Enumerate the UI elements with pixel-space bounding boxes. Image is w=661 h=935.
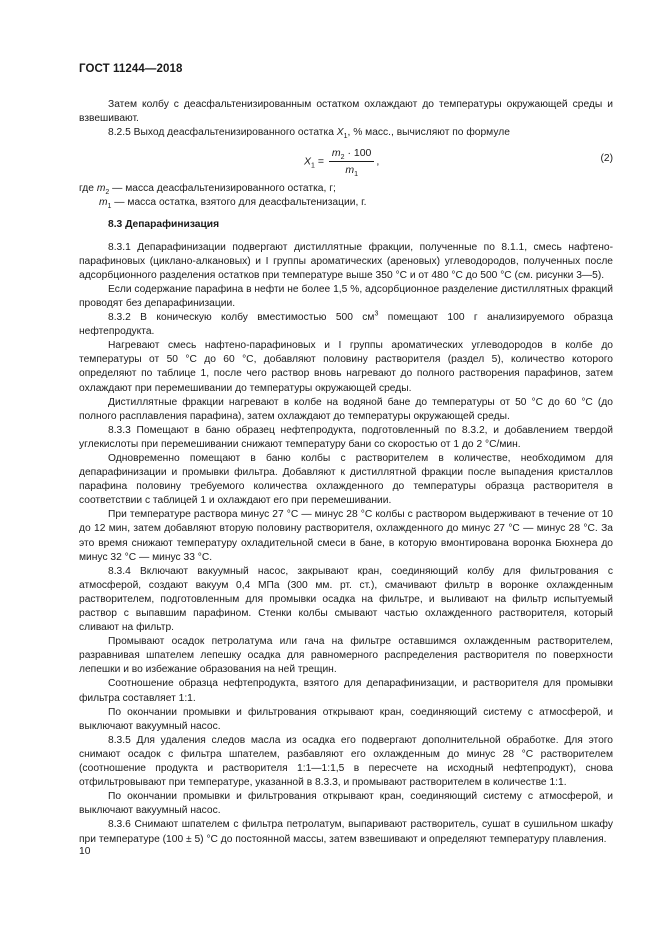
document-body (79, 98, 613, 847)
paragraph-distillate-heating: Дистиллятные фракции нагревают в колбе на водяной бане до температуры от 50 °С до 60 °С (до полного расплавления парафина), затем охлаждают до температуры окружающей среды. (79, 396, 613, 422)
paragraph-washing: Промывают осадок петролатума или гача на фильтре оставшимся охлажденным растворителем, разравнивая шпателем лепешку осадка для равномерного распределения растворителя по поверхности лепешки и во избежание образования на ней трещин. (79, 636, 613, 676)
formula-2 (79, 142, 613, 178)
paragraph-cooling: Затем колбу с деасфальтенизированным остатком охлаждают до температуры окружающей среды и взвешивают. (79, 99, 613, 125)
formula-number: (2) (600, 153, 613, 165)
paragraph-completion-2: По окончании промывки и фильтрования открывают кран, соединяющий систему с атмосферой, и выключают вакуумный насос. (79, 791, 613, 817)
paragraph-8-2-5: 8.2.5 Выход деасфальтенизированного остатка $X_1$, % масс., вычисляют по формуле (108, 127, 510, 141)
paragraph-paraffin-content: Если содержание парафина в нефти не более 1,5 %, адсорбционное разделение дистиллятных фракций проводят без депарафинизации. (79, 283, 613, 309)
paragraph-ratio: Соотношение образца нефтепродукта, взятого для депарафинизации, и растворителя для промывки фильтра составляет 1:1. (79, 678, 613, 704)
paragraph-8-3-3: 8.3.3 Помещают в баню образец нефтепродукта, подготовленный по 8.3.2, и добавлением твердой углекислоты при перемешивании снижают температуру бани со скоростью от 1 до 2 °С/мин. (79, 424, 613, 450)
section-title: 8.3 Депарафинизация (108, 219, 220, 231)
fraction-numerator: $m_2 \cdot 100$ (329, 146, 375, 162)
paragraph-8-3-4: 8.3.4 Включают вакуумный насос, закрывают кран, соединяющий колбу для фильтрования с атмосферой, создают вакуум 0,4 МПа (300 мм. рт. ст.), смачивают фильтр в воронке охлажденным растворителем, подготовленным для промывки осадка на фильтре, и выливают на фильтр испытуемый раствор с выпавшим парафином. Стенки колбы смывают частью охлажденного растворителя, который сливают на фильтр. (79, 565, 613, 634)
paragraph-temperature-hold: При температуре раствора минус 27 °С — минус 28 °С колбы с раствором выдерживают в течение от 10 до 12 мин, затем добавляют вторую половину растворителя, охлажденного до минус 27 °С — минус 28 °С. За это время снижают температуру охладительной смеси в бане, в которую вмонтирована воронка Бюхнера до минус 32 °С — минус 33 °С. (79, 509, 613, 563)
page-number: 10 (79, 846, 91, 857)
paragraph-simultaneous: Одновременно помещают в баню колбы с растворителем в количестве, необходимом для депарафинизации и промывки фильтра. Добавляют к дистиллятной фракции после выпадения кристаллов парафина половину требуемого количества охлажденного до температуры образца растворителя в соответствии с таблицей 1 и охлаждают его при перемешивании. (79, 452, 613, 507)
document-header: ГОСТ 11244—2018 (79, 63, 183, 75)
formula-expression: $X_1$ = $\frac{m_2 \cdot 100}{m_1}$ , (304, 147, 380, 179)
definition-m1: $m_1$ — масса остатка, взятого для деасфальтенизации, г. (99, 197, 367, 211)
paragraph-8-3-2: 8.3.2 В коническую колбу вместимостью 500 $см^3$ помещают 100 г анализируемого образца нефтепродукта. (79, 310, 613, 338)
paragraph-8-3-5: 8.3.5 Для удаления следов масла из осадка его подвергают дополнительной обработке. Для этого снимают осадок с фильтра шпателем, разбавляют его охлажденным до минус 28 °С растворителем (соотношение продукта и растворителя 1:1—1:1,5 в пересчете на исходный нефтепродукт), снова отфильтровывают при температуре, указанной в 8.3.3, и промывают растворителем в количестве 1:1. (79, 734, 613, 789)
paragraph-8-3-6: 8.3.6 Снимают шпателем с фильтра петролатум, выпаривают растворитель, сушат в сушильном шкафу при температуре (100 ± 5) °С до постоянной массы, затем взвешивают и определяют температуру плавления. (79, 819, 613, 845)
fraction-denominator: $m_1$ (345, 164, 358, 179)
paragraph-completion-1: По окончании промывки и фильтрования открывают кран, соединяющий систему с атмосферой, и выключают вакуумный насос. (79, 706, 613, 732)
definition-m2: где $m_2$ — масса деасфальтенизированного остатка, г; (79, 183, 336, 197)
formula-fraction (329, 146, 375, 177)
paragraph-heating-mixture: Нагревают смесь нафтено-парафиновых и I группы ароматических углеводородов в колбе до температуры от 50 °С до 60 °С, добавляют половину растворителя (раздел 5), количество которого определяют по таблице 1, после чего раствор вновь нагревают до полного растворения парафинов, затем охлаждают при перемешивании до температуры окружающей среды. (79, 340, 613, 394)
paragraph-8-3-1: 8.3.1 Депарафинизации подвергают дистиллятные фракции, полученные по 8.1.1, смесь нафтено-парафиновых (циклано-алкановых) и I группы ароматических (ареновых) углеводородов, полученных после адсорбционного разделения остатков при температуре выше 350 °С и от 480 °С до 500 °С (см. рисунки 3—5). (79, 241, 613, 281)
